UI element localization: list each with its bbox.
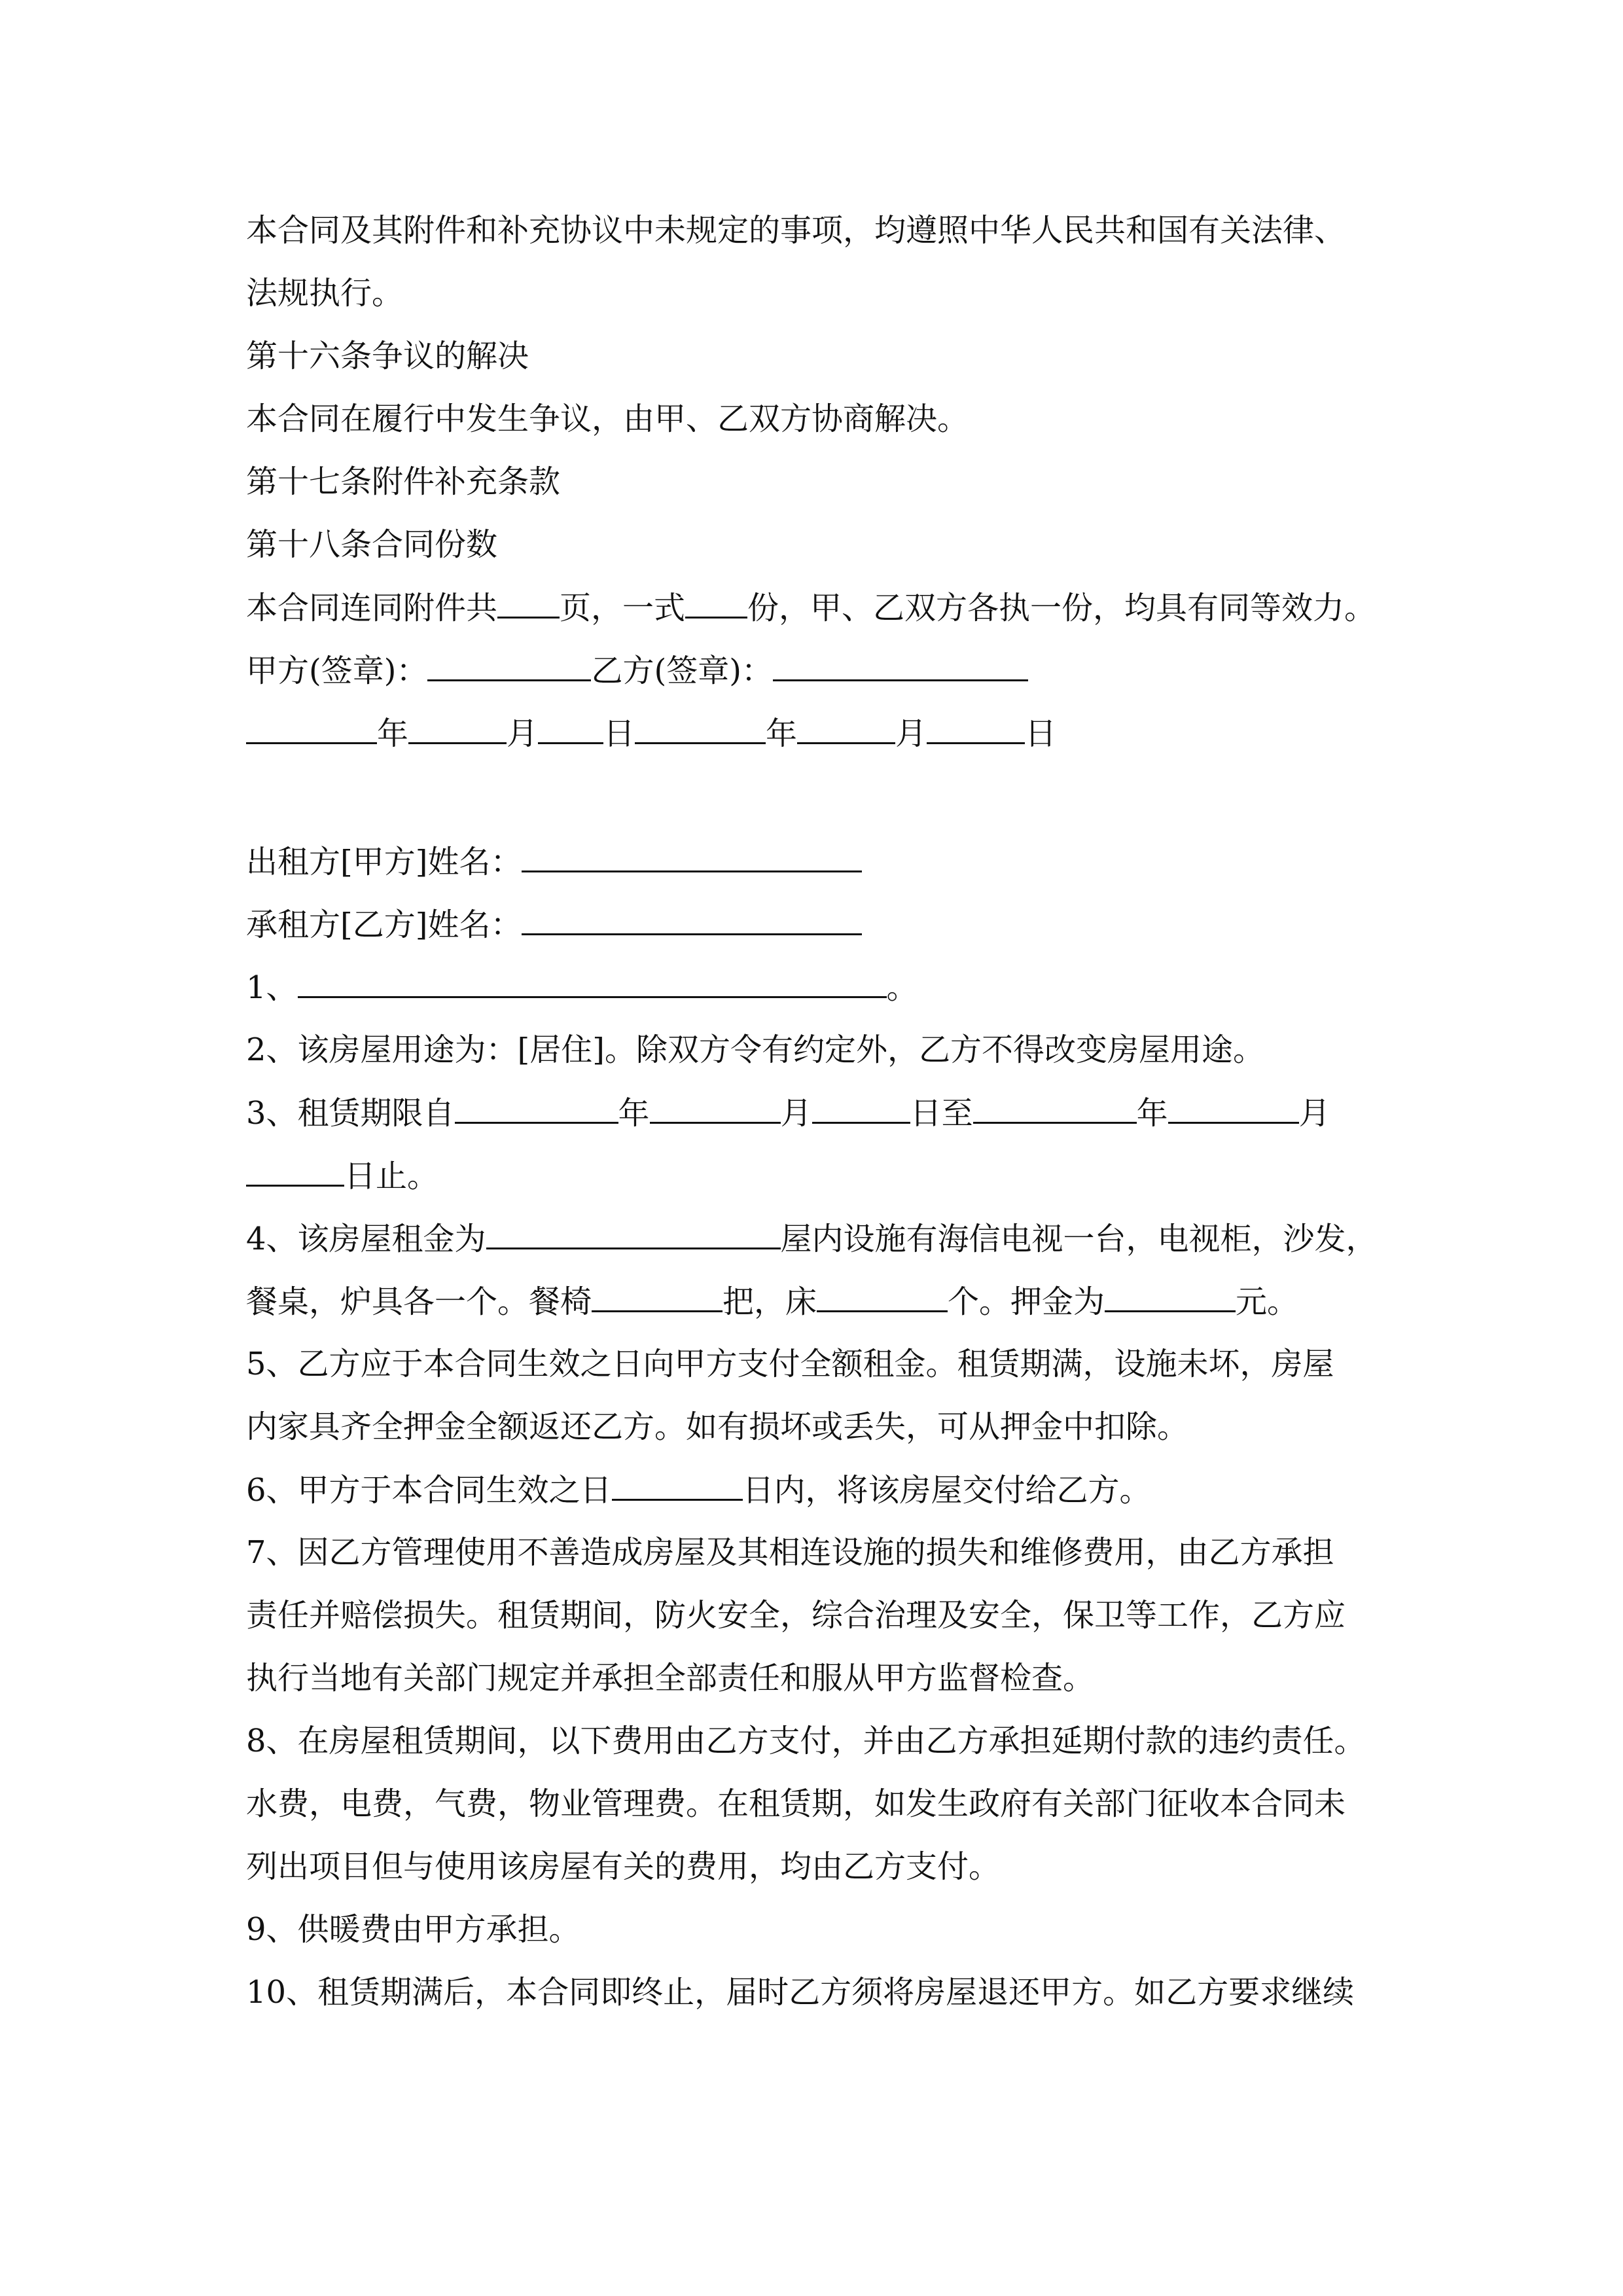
blank-field[interactable] xyxy=(773,651,1028,681)
text: 。 xyxy=(886,969,918,1006)
blank-field[interactable] xyxy=(455,1093,618,1124)
blank-field[interactable] xyxy=(522,905,862,935)
item-6 xyxy=(246,1470,1398,1510)
item-2 xyxy=(246,1030,1398,1069)
blank-field[interactable] xyxy=(427,651,591,681)
text: 法规执行。 xyxy=(246,275,404,312)
blank-field[interactable] xyxy=(685,588,747,619)
item-7-cont xyxy=(246,1596,1398,1635)
text: 月 xyxy=(780,1095,812,1132)
item-4-cont xyxy=(246,1282,1398,1321)
text: 责任并赔偿损失。租赁期间，防火安全，综合治理及安全，保卫等工作，乙方应 xyxy=(246,1597,1346,1634)
article-heading xyxy=(246,525,1398,564)
blank-field[interactable] xyxy=(650,1093,781,1124)
text: 元。 xyxy=(1236,1283,1299,1320)
text: 本合同连同附件共 xyxy=(246,590,498,626)
blank-field[interactable] xyxy=(298,967,887,998)
text: 月 xyxy=(895,715,927,752)
blank-field[interactable] xyxy=(973,1093,1137,1124)
blank-field[interactable] xyxy=(246,713,377,744)
text: 页，一式 xyxy=(560,590,686,626)
text: 份，甲、乙双方各执一份，均具有同等效力。 xyxy=(747,590,1376,626)
blank-field[interactable] xyxy=(497,588,560,619)
item-1 xyxy=(246,967,1398,1007)
item-8-cont xyxy=(246,1847,1398,1886)
text: 第十七条附件补充条款 xyxy=(246,463,561,500)
text: 把，床 xyxy=(722,1283,817,1320)
blank-field[interactable] xyxy=(592,1282,722,1312)
blank-field[interactable] xyxy=(408,713,507,744)
text: 屋内设施有海信电视一台，电视柜，沙发， xyxy=(780,1221,1378,1257)
blank-field[interactable] xyxy=(635,713,766,744)
blank-field[interactable] xyxy=(1168,1093,1299,1124)
text: 承租方[乙方]姓名： xyxy=(246,906,522,943)
text: 1、 xyxy=(246,969,298,1006)
text: 本合同在履行中发生争议，由甲、乙双方协商解决。 xyxy=(246,401,969,437)
blank-field[interactable] xyxy=(538,713,603,744)
text: 6、甲方于本合同生效之日 xyxy=(246,1472,612,1509)
date-line xyxy=(246,713,1398,753)
text: 8、在房屋租赁期间，以下费用由乙方支付，并由乙方承担延期付款的违约责任。 xyxy=(246,1723,1366,1759)
text: 第十八条合同份数 xyxy=(246,526,498,563)
signature-line xyxy=(246,651,1398,691)
paragraph xyxy=(246,399,1398,439)
text: 水费，电费，气费，物业管理费。在租赁期，如发生政府有关部门征收本合同未 xyxy=(246,1785,1346,1822)
text: 年 xyxy=(1136,1095,1168,1132)
item-5 xyxy=(246,1344,1398,1384)
text: 日内，将该房屋交付给乙方。 xyxy=(742,1472,1151,1509)
blank-field[interactable] xyxy=(246,1156,344,1187)
text: 执行当地有关部门规定并承担全部责任和服从甲方监督检查。 xyxy=(246,1660,1095,1696)
text: 本合同及其附件和补充协议中未规定的事项，均遵照中华人民共和国有关法律、 xyxy=(246,212,1346,249)
text: 日止。 xyxy=(344,1158,439,1194)
item-9 xyxy=(246,1910,1398,1949)
item-7-cont xyxy=(246,1659,1398,1698)
text: 日 xyxy=(1025,715,1057,752)
blank-field[interactable] xyxy=(486,1219,781,1249)
text: 3、租赁期限自 xyxy=(246,1095,455,1132)
text: 个。押金为 xyxy=(948,1283,1105,1320)
blank-field[interactable] xyxy=(1105,1282,1236,1312)
item-8 xyxy=(246,1721,1398,1761)
blank-field[interactable] xyxy=(812,1093,910,1124)
text: 4、该房屋租金为 xyxy=(246,1221,486,1257)
item-5-cont xyxy=(246,1407,1398,1446)
text: 年 xyxy=(766,715,798,752)
lessee-name-line xyxy=(246,905,1398,944)
item-7 xyxy=(246,1533,1398,1572)
text: 列出项目但与使用该房屋有关的费用，均由乙方支付。 xyxy=(246,1848,1001,1885)
text: 乙方(签章)： xyxy=(591,653,773,689)
text: 餐桌，炉具各一个。餐椅 xyxy=(246,1283,592,1320)
text: 出租方[甲方]姓名： xyxy=(246,844,522,880)
blank-field[interactable] xyxy=(612,1470,743,1501)
text: 内家具齐全押金全额返还乙方。如有损坏或丢失，可从押金中扣除。 xyxy=(246,1408,1189,1445)
text: 月 xyxy=(1298,1095,1330,1132)
paragraph xyxy=(246,211,1398,250)
text: 2、该房屋用途为：[居住]。除双方令有约定外，乙方不得改变房屋用途。 xyxy=(246,1031,1264,1068)
text: 7、因乙方管理使用不善造成房屋及其相连设施的损失和维修费用，由乙方承担 xyxy=(246,1534,1334,1571)
text: 10、租赁期满后，本合同即终止，届时乙方须将房屋退还甲方。如乙方要求继续 xyxy=(246,1974,1355,2011)
article-heading xyxy=(246,336,1398,376)
item-8-cont xyxy=(246,1784,1398,1823)
blank-field[interactable] xyxy=(797,713,895,744)
lessor-name-line xyxy=(246,842,1398,882)
blank-field[interactable] xyxy=(817,1282,948,1312)
text: 第十六条争议的解决 xyxy=(246,338,529,374)
text: 年 xyxy=(377,715,409,752)
text: 日 xyxy=(603,715,635,752)
text: 甲方(签章)： xyxy=(246,653,428,689)
item-4 xyxy=(246,1219,1398,1259)
item-3-cont xyxy=(246,1156,1398,1196)
text: 年 xyxy=(618,1095,650,1132)
text: 9、供暖费由甲方承担。 xyxy=(246,1911,580,1948)
article-heading xyxy=(246,462,1398,501)
blank-field[interactable] xyxy=(522,842,862,872)
copies-clause xyxy=(246,588,1398,628)
blank-field[interactable] xyxy=(927,713,1025,744)
item-10 xyxy=(246,1973,1398,2012)
paragraph xyxy=(246,274,1398,313)
text: 日至 xyxy=(910,1095,973,1132)
text: 5、乙方应于本合同生效之日向甲方支付全额租金。租赁期满，设施未坏，房屋 xyxy=(246,1346,1334,1382)
text: 月 xyxy=(507,715,539,752)
item-3 xyxy=(246,1093,1398,1133)
